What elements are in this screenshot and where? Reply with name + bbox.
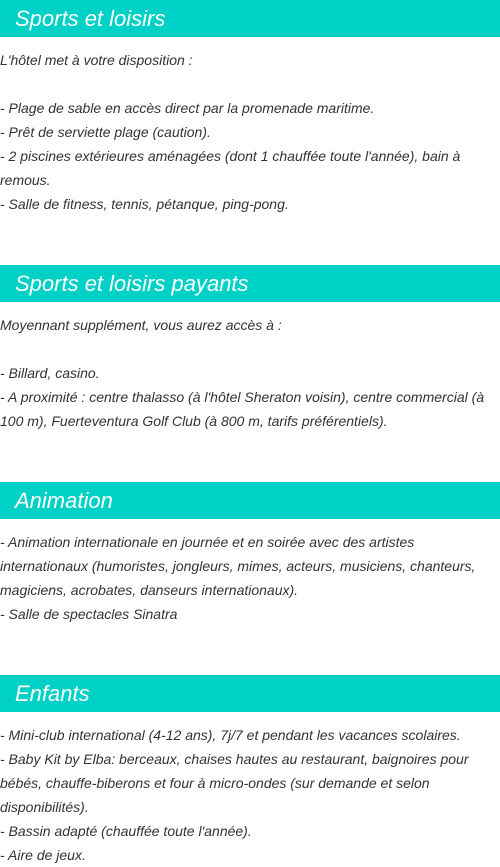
list-item: - Salle de spectacles Sinatra	[0, 606, 178, 622]
list-item: - Bassin adapté (chauffée toute l'année).	[0, 823, 252, 839]
list-item: - Salle de fitness, tennis, pétanque, ping-pong.	[0, 196, 289, 212]
section-title: Enfants	[0, 675, 500, 712]
intro-text: Moyennant supplément, vous aurez accès à :	[0, 317, 282, 333]
list-item: - Aire de jeux.	[0, 847, 86, 863]
list-item: - Billard, casino.	[0, 365, 100, 381]
list-item: - 2 piscines extérieures aménagées (dont 1 chauffée toute l'année), bain à remous.	[0, 148, 461, 188]
section-content	[0, 48, 500, 216]
list-item: - Prêt de serviette plage (caution).	[0, 124, 211, 140]
section-title: Animation	[0, 482, 500, 519]
section-title: Sports et loisirs	[0, 0, 500, 37]
list-item: - Baby Kit by Elba: berceaux, chaises hautes au restaurant, baignoires pour bébés, chauffe-biberons et four à micro-ondes (sur demande et selon disponibilités).	[0, 751, 469, 815]
section-animation	[0, 482, 500, 626]
intro-text: L'hôtel met à votre disposition :	[0, 52, 193, 68]
section-enfants	[0, 675, 500, 867]
list-item: - Mini-club international (4-12 ans), 7j/7 et pendant les vacances scolaires.	[0, 727, 461, 743]
list-item: - Animation internationale en journée et en soirée avec des artistes internationaux (humoristes, jongleurs, mimes, acteurs, musiciens, chanteurs, magiciens, acrobates, danseurs internationaux).	[0, 534, 476, 598]
list-item: - Plage de sable en accès direct par la promenade maritime.	[0, 100, 375, 116]
list-item: - A proximité : centre thalasso (à l'hôtel Sheraton voisin), centre commercial (à 100 m), Fuerteventura Golf Club (à 800 m, tarifs préférentiels).	[0, 389, 485, 429]
section-content	[0, 723, 500, 867]
section-sports-loisirs	[0, 0, 500, 216]
section-sports-loisirs-payants	[0, 265, 500, 433]
section-title: Sports et loisirs payants	[0, 265, 500, 302]
section-content	[0, 530, 500, 626]
section-content	[0, 313, 500, 433]
